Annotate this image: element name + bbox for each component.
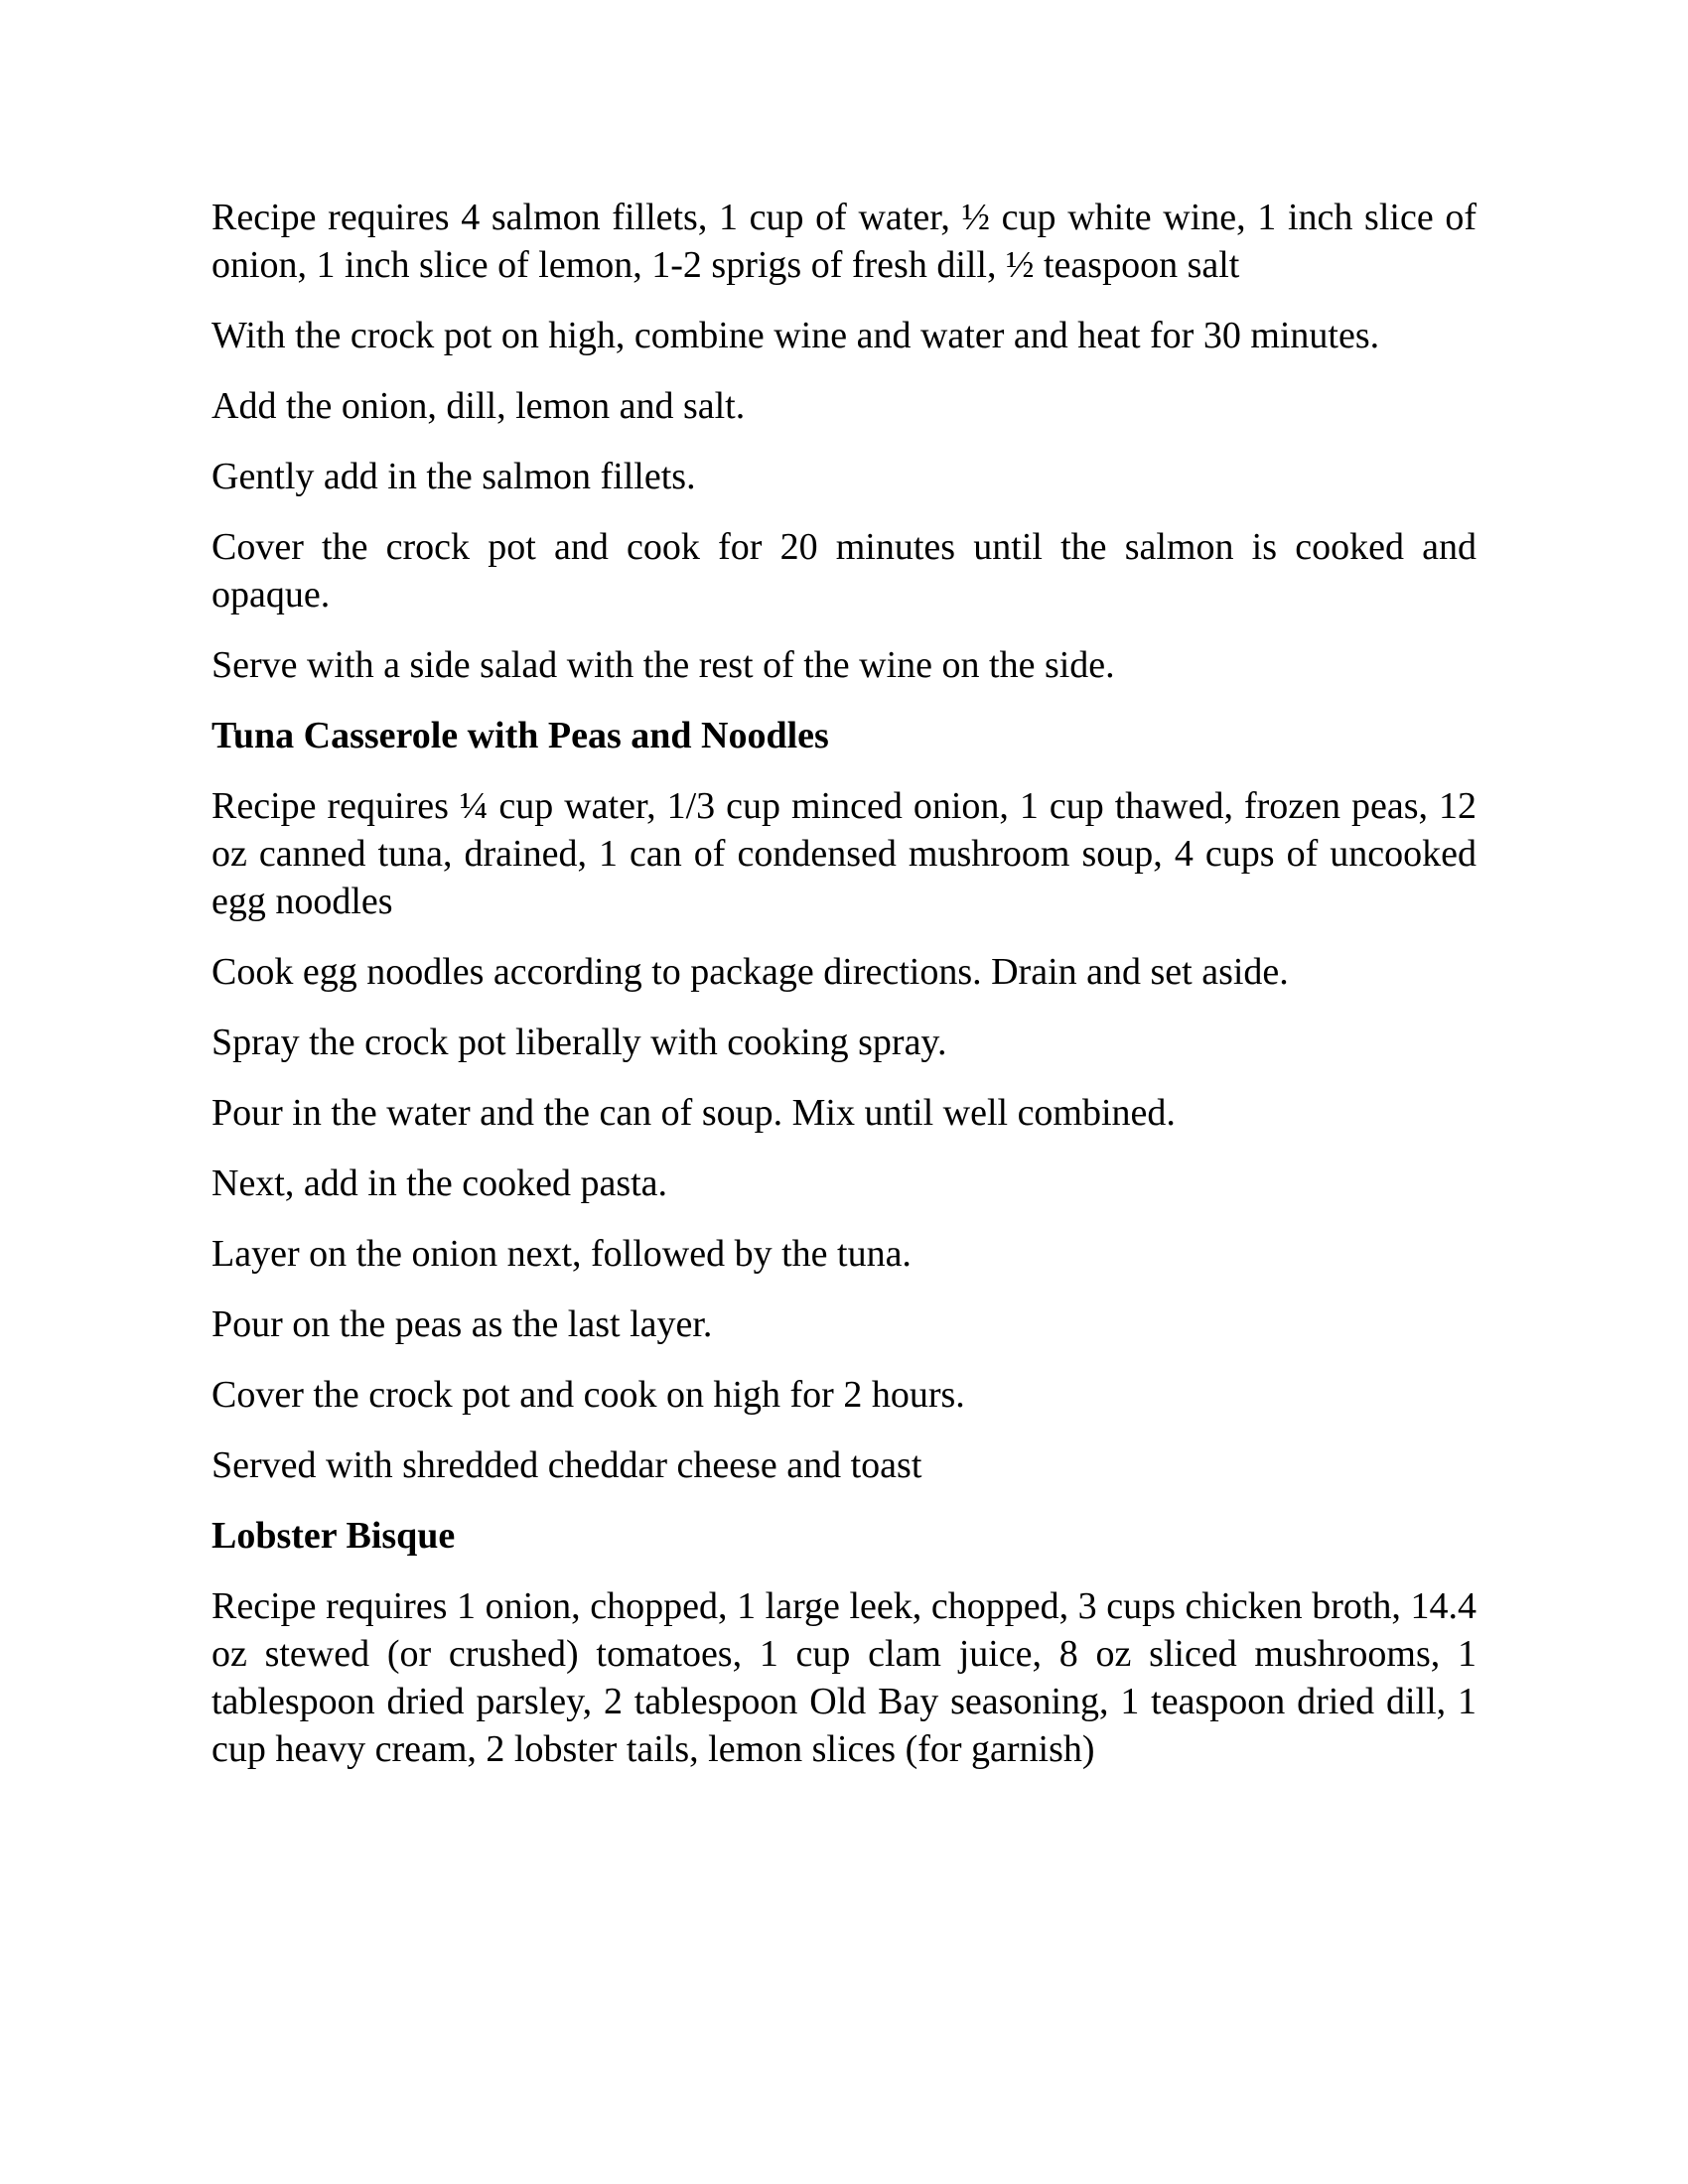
tuna-step-layer: Layer on the onion next, followed by the tuna. [211,1233,912,1275]
lobster-bisque-heading: Lobster Bisque [211,1515,456,1557]
salmon-step-add-fillets: Gently add in the salmon fillets. [211,456,696,497]
salmon-step-heat: With the crock pot on high, combine wine and water and heat for 30 minutes. [211,315,1380,356]
tuna-step-peas: Pour on the peas as the last layer. [211,1303,713,1345]
tuna-step-serve: Served with shredded cheddar cheese and toast [211,1444,922,1486]
salmon-ingredients-paragraph: Recipe requires 4 salmon fillets, 1 cup of water, ½ cup white wine, 1 inch slice of onion, 1 inch slice of lemon, 1-2 sprigs of fresh dill, ½ teaspoon salt [211,197,1477,286]
tuna-step-cook: Cover the crock pot and cook on high for 2 hours. [211,1374,965,1416]
tuna-ingredients-paragraph: Recipe requires ¼ cup water, 1/3 cup minced onion, 1 cup thawed, frozen peas, 12 oz canned tuna, drained, 1 can of condensed mushroom soup, 4 cups of uncooked egg noodles [211,785,1477,922]
salmon-step-add-aromatics: Add the onion, dill, lemon and salt. [211,385,746,427]
tuna-step-soup: Pour in the water and the can of soup. Mix until well combined. [211,1092,1176,1134]
salmon-step-cook: Cover the crock pot and cook for 20 minutes until the salmon is cooked and opaque. [211,526,1477,615]
tuna-step-spray: Spray the crock pot liberally with cooking spray. [211,1022,947,1063]
document-page [211,194,1477,1796]
lobster-ingredients-paragraph: Recipe requires 1 onion, chopped, 1 large leek, chopped, 3 cups chicken broth, 14.4 oz stewed (or crushed) tomatoes, 1 cup clam juice, 8 oz sliced mushrooms, 1 tablespoon dried parsley, 2 tablespoon Old Bay seasoning, 1 teaspoon dried dill, 1 cup heavy cream, 2 lobster tails, lemon slices (for garnish) [211,1585,1477,1770]
salmon-step-serve: Serve with a side salad with the rest of the wine on the side. [211,644,1115,686]
tuna-casserole-heading: Tuna Casserole with Peas and Noodles [211,715,829,756]
tuna-step-noodles: Cook egg noodles according to package directions. Drain and set aside. [211,951,1289,993]
tuna-step-pasta: Next, add in the cooked pasta. [211,1162,668,1204]
